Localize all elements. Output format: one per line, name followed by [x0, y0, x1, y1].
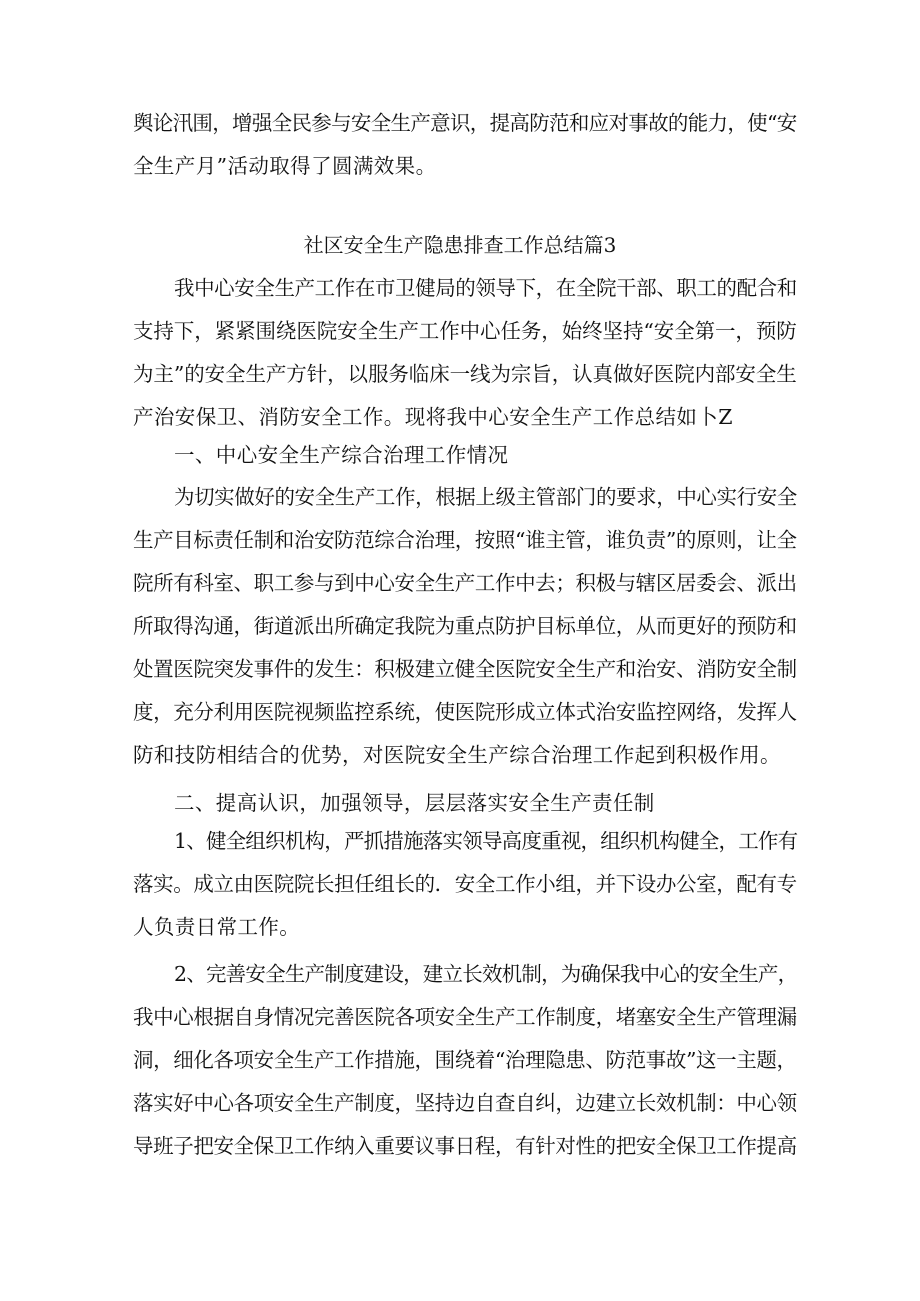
paragraph-line: 度，充分利用医院视频监控系统，使医院形成立体式治安监控网络，发挥人 — [133, 700, 797, 724]
paragraph-line: 为切实做好的安全生产工作，根据上级主管部门的要求，中心实行安全 — [174, 485, 797, 509]
paragraph-line: 1、健全组织机构，严抓措施落实领导高度重视，组织机构健全，工作有 — [174, 829, 798, 853]
section-title: 社区安全生产隐患排查工作总结篇3 — [303, 233, 617, 257]
paragraph-line: 2、完善安全生产制度建设，建立长效机制，为确保我中心的安全生产， — [174, 962, 798, 986]
section-heading: 二、提高认识，加强领导，层层落实安全生产责任制 — [174, 791, 655, 815]
paragraph-line: 导班子把安全保卫工作纳入重要议事日程，有针对性的把安全保卫工作提高 — [133, 1134, 797, 1158]
paragraph-line: 我中心安全生产工作在市卫健局的领导下，在全院干部、职工的配合和 — [174, 276, 797, 300]
paragraph-line: 生产目标责任制和治安防范综合治理，按照“谁主管，谁负责”的原则，让全 — [133, 528, 797, 552]
paragraph-line: 落实好中心各项安全生产制度，坚持边自查自纠，边建立长效机制：中心领 — [133, 1091, 797, 1115]
paragraph-line: 人负责日常工作。 — [133, 915, 301, 939]
paragraph-line: 处置医院突发事件的发生：积极建立健全医院安全生产和治安、消防安全制 — [133, 657, 797, 681]
paragraph-line: 所取得沟通，街道派出所确定我院为重点防护目标单位，从而更好的预防和 — [133, 614, 797, 638]
paragraph-line: 支持下，紧紧围绕医院安全生产工作中心任务，始终坚持“安全第一，预防 — [133, 319, 797, 343]
paragraph-line: 院所有科室、职工参与到中心安全生产工作中去；积极与辖区居委会、派出 — [133, 571, 797, 595]
paragraph-line: 落实。成立由医院院长担任组长的．安全工作小组，并下设办公室，配有专 — [133, 872, 797, 896]
paragraph-line: 为主”的安全生产方针，以服务临床一线为宗旨，认真做好医院内部安全生 — [133, 362, 797, 386]
paragraph-line: 洞，细化各项安全生产工作措施，围绕着“治理隐患、防范事故”这一主题， — [133, 1048, 797, 1072]
paragraph-line: 产治安保卫、消防安全工作。现将我中心安全生产工作总结如卜Z — [133, 405, 733, 429]
paragraph-line: 舆论汛围，增强全民参与安全生产意识，提高防范和应对事故的能力，使“安 — [133, 111, 797, 135]
paragraph-line: 我中心根据自身情况完善医院各项安全生产工作制度，堵塞安全生产管理漏 — [133, 1005, 797, 1029]
paragraph-line: 防和技防相结合的优势，对医院安全生产综合治理工作起到积极作用。 — [133, 743, 781, 767]
section-heading: 一、中心安全生产综合治理工作情况 — [174, 443, 509, 467]
paragraph-line: 全生产月”活动取得了圆满效果。 — [133, 154, 437, 178]
